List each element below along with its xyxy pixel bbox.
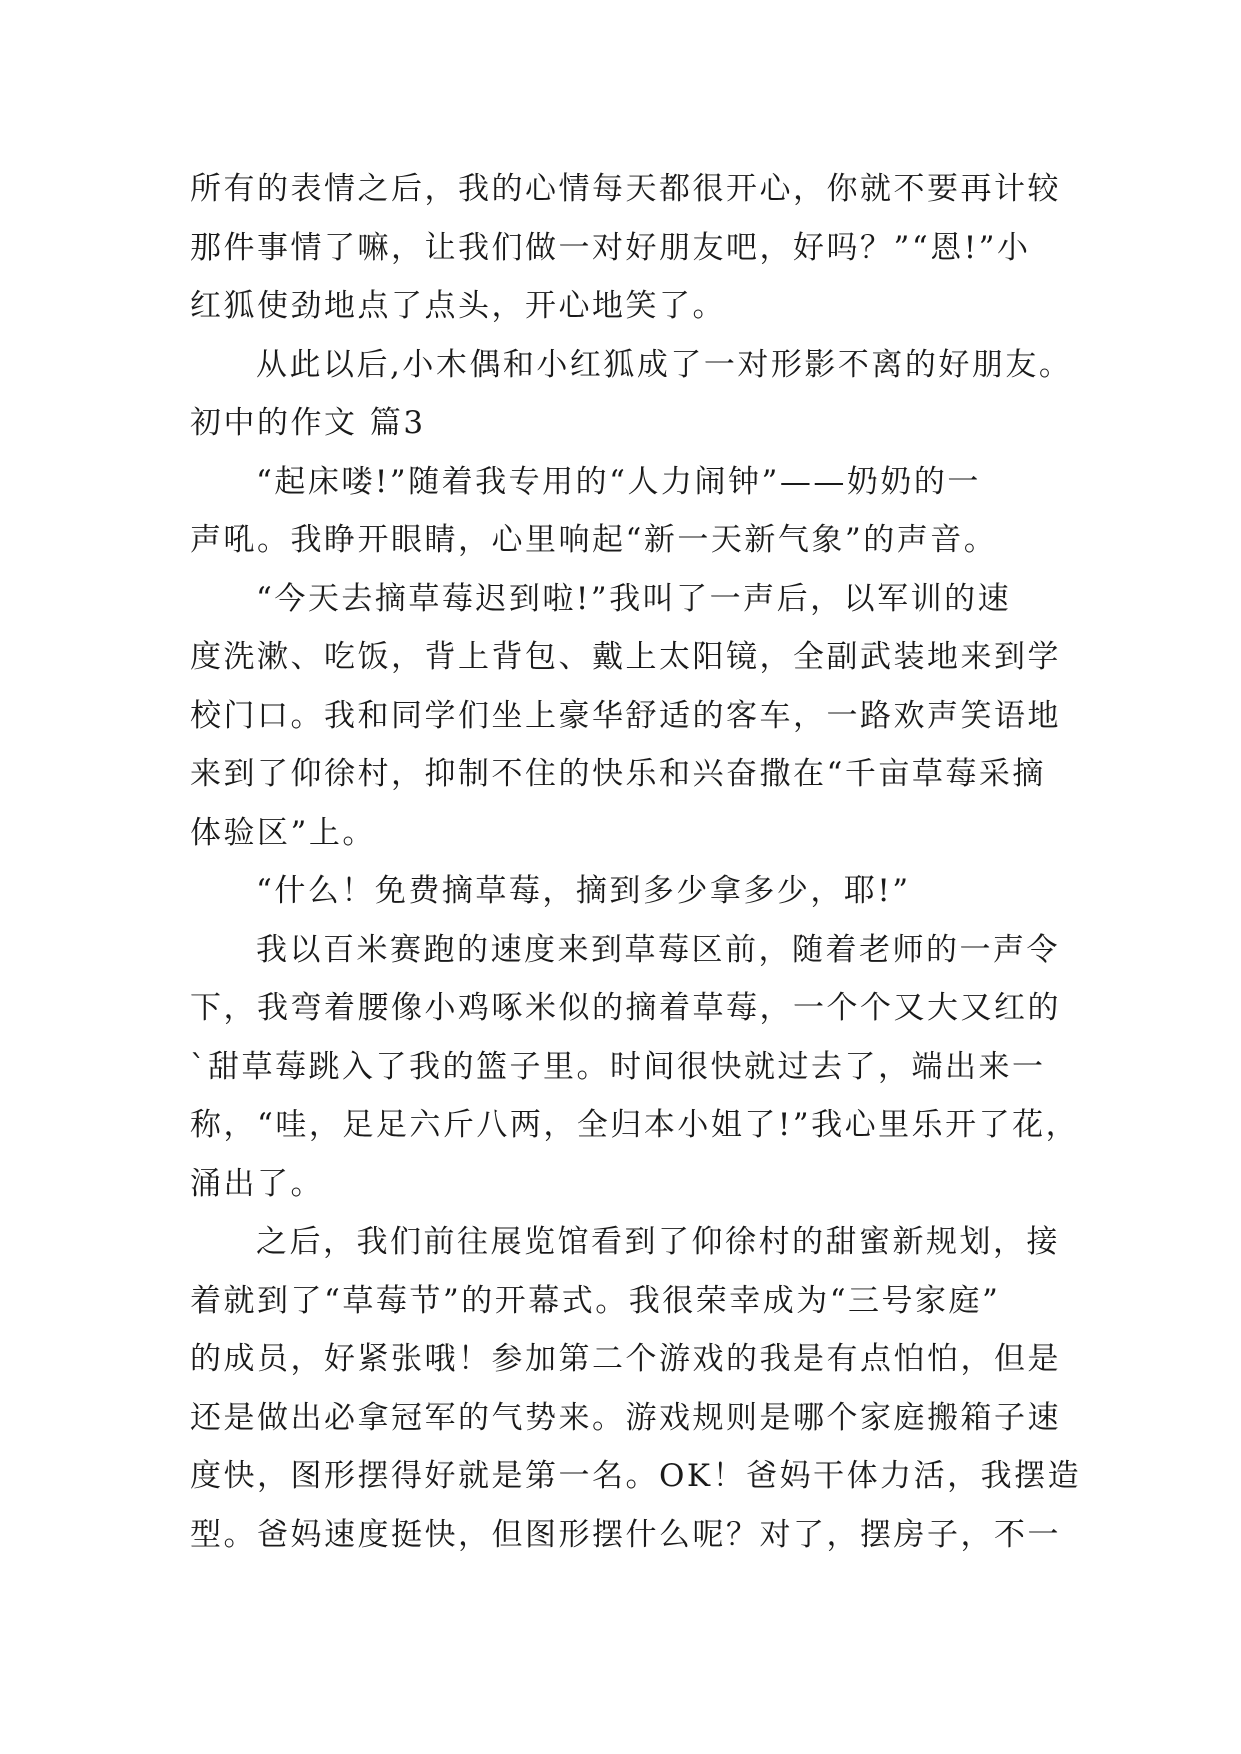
paragraph-7 — [190, 1213, 1082, 1564]
paragraph-5 — [190, 862, 1070, 921]
paragraph-6 — [190, 921, 1080, 1214]
text-line: 我以百米赛跑的速度来到草莓区前，随着老师的一声令 — [256, 931, 1060, 968]
paragraph-1 — [190, 160, 1070, 336]
text-line: 红狐使劲地点了点头，开心地笑了。 — [190, 288, 726, 324]
text-line: 涌出了。 — [190, 1165, 324, 1202]
text-line: 称，“哇，足足六斤八两，全归本小姐了!”我心里乐开了花， — [190, 1107, 1080, 1143]
text-line: 的成员，好紧张哦！参加第二个游戏的我是有点怕怕，但是 — [190, 1341, 1061, 1377]
text-line: “起床喽!”随着我专用的“人力闹钟”——奶奶的一 — [256, 463, 981, 500]
text-line: 那件事情了嘛，让我们做一对好朋友吧，好吗？”“恩!”小 — [190, 229, 1031, 266]
text-line: 下，我弯着腰像小鸡啄米似的摘着草莓，一个个又大又红的 — [190, 990, 1061, 1026]
text-line: `甜草莓跳入了我的篮子里。时间很快就过去了，端出来一 — [190, 1048, 1046, 1085]
essay-text — [190, 160, 1082, 1564]
text-line: 声吼。我睁开眼睛，心里响起“新一天新气象”的声音。 — [190, 522, 998, 558]
text-line: 从此以后,小木偶和小红狐成了一对形影不离的好朋友。 — [256, 346, 1073, 383]
section-heading — [190, 394, 1070, 453]
text-line: 校门口。我和同学们坐上豪华舒适的客车，一路欢声笑语地 — [190, 697, 1061, 734]
text-line: 所有的表情之后，我的心情每天都很开心，你就不要再计较 — [190, 171, 1061, 207]
text-line: 度快，图形摆得好就是第一名。OK！爸妈干体力活，我摆造 — [190, 1458, 1082, 1494]
text-line: “今天去摘草莓迟到啦!”我叫了一声后，以军训的速 — [256, 580, 1012, 617]
text-line: 之后，我们前往展览馆看到了仰徐村的甜蜜新规划，接 — [256, 1224, 1060, 1260]
paragraph-4 — [190, 570, 1070, 863]
text-line: 来到了仰徐村，抑制不住的快乐和兴奋撒在“千亩草莓采摘 — [190, 756, 1046, 792]
paragraph-2 — [190, 336, 1073, 395]
heading-line: 初中的作文 篇3 — [190, 405, 426, 441]
text-line: “什么！免费摘草莓，摘到多少拿多少，耶!” — [256, 873, 911, 909]
text-line: 还是做出必拿冠军的气势来。游戏规则是哪个家庭搬箱子速 — [190, 1399, 1061, 1436]
text-line: 体验区”上。 — [190, 814, 376, 851]
text-line: 度洗漱、吃饭，背上背包、戴上太阳镜，全副武装地来到学 — [190, 639, 1061, 675]
paragraph-3 — [190, 453, 1070, 570]
text-line: 型。爸妈速度挺快，但图形摆什么呢？对了，摆房子，不一 — [190, 1516, 1061, 1553]
text-line: 着就到了“草莓节”的开幕式。我很荣幸成为“三号家庭” — [190, 1282, 1001, 1319]
